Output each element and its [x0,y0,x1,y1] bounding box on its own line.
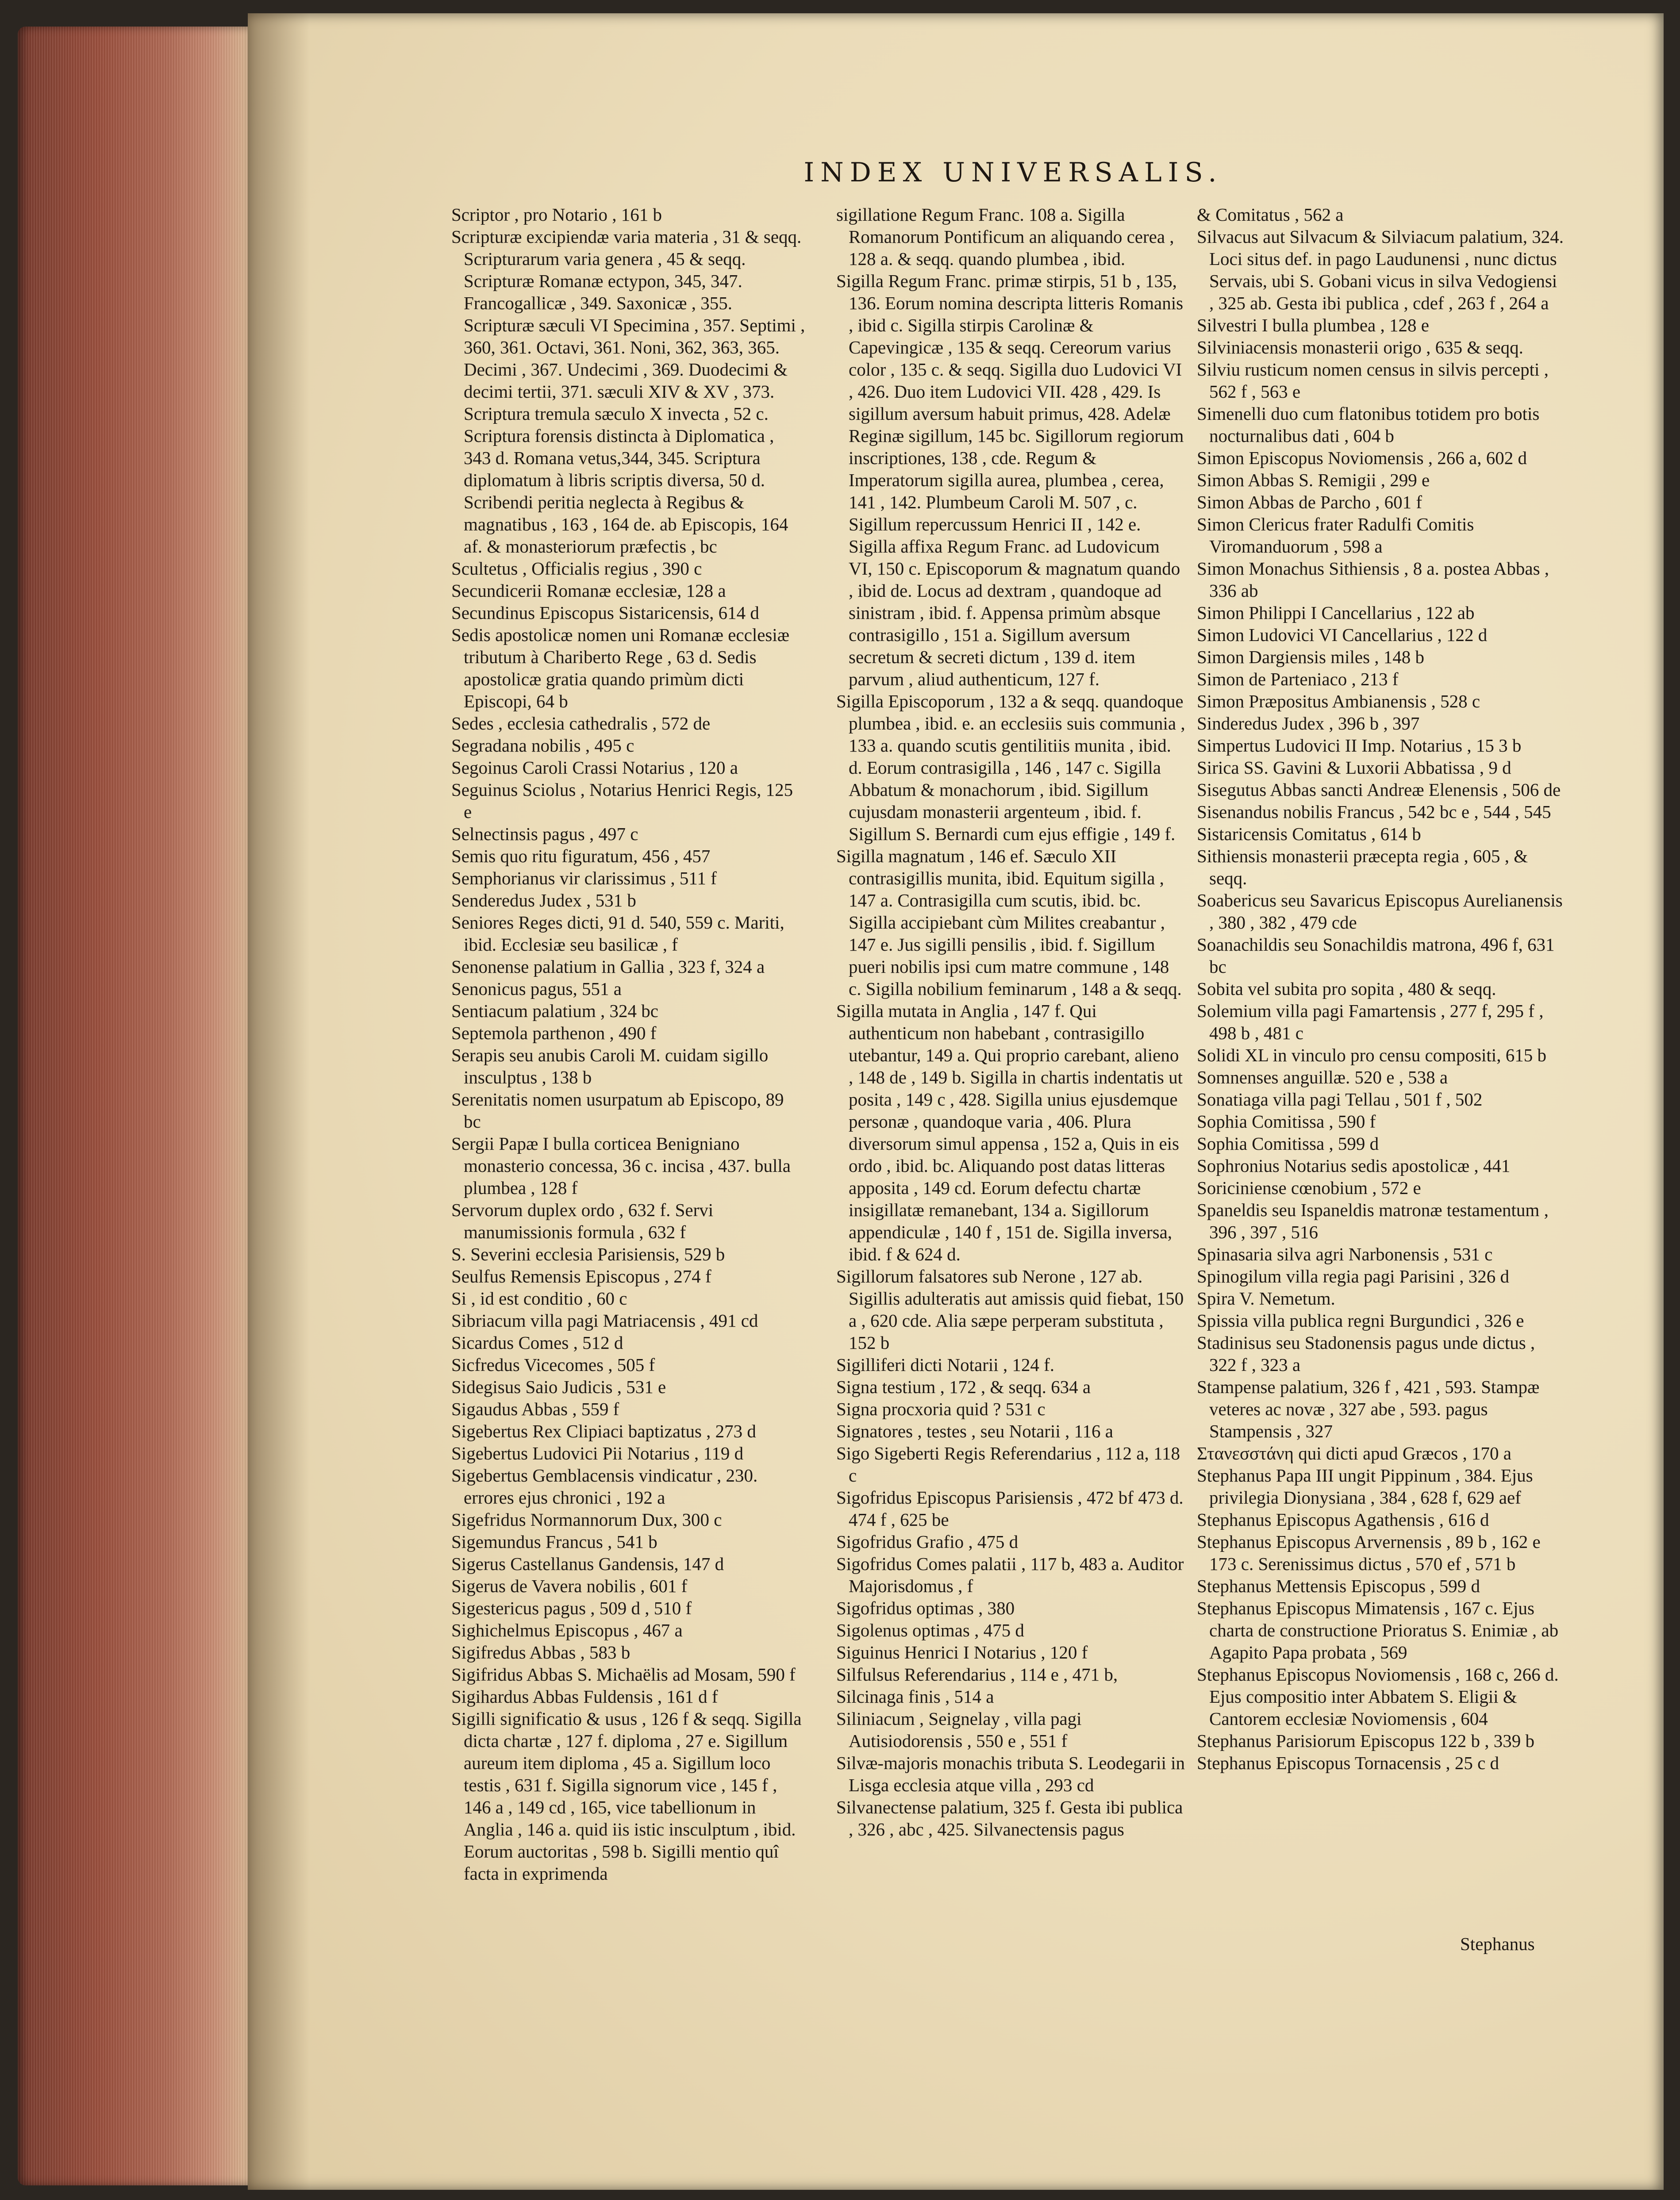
index-entry: Sigilla mutata in Anglia , 147 f. Qui authenticum non habebant , contrasigillo utebantur, 149 a. Qui proprio carebant, alieno , 148 de , 149 b. Sigilla in chartis indentatis ut posita , 149 c , 428. Sigilla unius ejusdemque personæ , quandoque varia , 406. Plura diversorum simul appensa , 152 a, Quis in eis ordo , ibid. bc. Aliquando post datas litteras apposita , 149 cd. Eorum defectu chartæ insigillatæ remanebant, 134 a. Sigillorum appendiculæ , 140 f , 151 de. Sigilla inversa, ibid. f & 624 d. [836,1001,1183,1264]
index-entry: Soabericus seu Savaricus Episcopus Aurelianensis , 380 , 382 , 479 cde [1197,890,1563,933]
index-entry: Signa testium , 172 , & seqq. 634 a [836,1377,1091,1397]
index-entry: Spira V. Nemetum. [1197,1288,1335,1309]
index-column-left [451,203,805,1885]
index-entry: Sicardus Comes , 512 d [451,1332,623,1353]
index-entry: Sigebertus Gemblacensis vindicatur , 230. errores ejus chronici , 192 a [451,1465,758,1508]
index-entry: Silviu rusticum nomen census in silvis percepti , 562 f , 563 e [1197,359,1549,402]
index-entry: Silvanectense palatium, 325 f. Gesta ibi publica , 326 , abc , 425. Silvanectensis pagus [836,1797,1183,1839]
index-entry: Sedes , ecclesia cathedralis , 572 de [451,713,711,733]
index-entry: Sigilliferi dicti Notarii , 124 f. [836,1355,1055,1375]
index-entry-list [836,203,1186,1840]
index-entry: Sigillorum falsatores sub Nerone , 127 ab. Sigillis adulteratis aut amissis quid fiebat, 150 a , 620 cde. Alia sæpe perperam substituta , 152 b [836,1266,1184,1353]
index-entry: Sigerus Castellanus Gandensis, 147 d [451,1554,724,1574]
index-entry: Simpertus Ludovici II Imp. Notarius , 15 3 b [1197,735,1522,756]
index-entry: Sigilla Episcoporum , 132 a & seqq. quandoque plumbea , ibid. e. an ecclesiis suis communia , 133 a. quando scutis gentilitiis munita , ibid. d. Eorum contrasigilla , 146 , 147 c. Sigilla Abbatum & monachorum , ibid. Sigillum cujusdam monasterii argenteum , ibid. f. Sigillum S. Bernardi cum ejus effigie , 149 f. [836,691,1185,844]
index-entry: Sibriacum villa pagi Matriacensis , 491 cd [451,1310,758,1331]
index-entry: Sidegisus Saio Judicis , 531 e [451,1377,666,1397]
index-entry: sigillatione Regum Franc. 108 a. Sigilla Romanorum Pontificum an aliquando cerea , 128 a. & seqq. quando plumbea , ibid. [836,204,1174,269]
index-entry: Sophia Comitissa , 590 f [1197,1111,1376,1132]
index-entry: Sithiensis monasterii præcepta regia , 605 , & seqq. [1197,846,1528,888]
index-entry: Sigifredus Abbas , 583 b [451,1642,630,1662]
index-entry: Semphorianus vir clarissimus , 511 f [451,868,717,888]
index-entry: Solemium villa pagi Famartensis , 277 f, 295 f , 498 b , 481 c [1197,1001,1544,1043]
index-entry: Signa procxoria quid ? 531 c [836,1399,1046,1419]
index-entry: Septemola parthenon , 490 f [451,1023,657,1043]
index-entry: Sigebertus Rex Clipiaci baptizatus , 273 d [451,1421,756,1441]
index-entry: Simon Dargiensis miles , 148 b [1197,647,1425,667]
index-entry: Stephanus Episcopus Mimatensis , 167 c. Ejus charta de constructione Prioratus S. Enimiæ , ab Agapito Papa probata , 569 [1197,1598,1559,1662]
index-entry: Silvacus aut Silvacum & Silviacum palatium, 324. Loci situs def. in pago Laudunensi , nunc dictus Servais, ubi S. Gobani vicus in silva Vedogiensi , 325 ab. Gesta ibi publica , cdef , 263 f , 264 a [1197,227,1564,313]
index-entry: Sigebertus Ludovici Pii Notarius , 119 d [451,1443,744,1463]
index-entry: Senonense palatium in Gallia , 323 f, 324 a [451,956,765,977]
index-entry: Simon Ludovici VI Cancellarius , 122 d [1197,625,1488,645]
index-entry: Spinasaria silva agri Narbonensis , 531 c [1197,1244,1493,1264]
index-entry: Spaneldis seu Ispaneldis matronæ testamentum , 396 , 397 , 516 [1197,1200,1549,1242]
index-entry: Spissia villa publica regni Burgundici , 326 e [1197,1310,1524,1331]
index-entry: Silvæ-majoris monachis tributa S. Leodegarii in Lisga ecclesia atque villa , 293 cd [836,1753,1185,1795]
index-entry: Serapis seu anubis Caroli M. cuidam sigillo insculptus , 138 b [451,1045,769,1087]
index-entry: Sigefridus Normannorum Dux, 300 c [451,1509,722,1530]
index-entry: Sigo Sigeberti Regis Referendarius , 112 a, 118 c [836,1443,1180,1486]
index-entry: Stephanus Mettensis Episcopus , 599 d [1197,1576,1480,1596]
index-entry: Stephanus Papa III ungit Pippinum , 384. Ejus privilegia Dionysiana , 384 , 628 f, 629 aef [1197,1465,1533,1508]
index-entry: Silvestri I bulla plumbea , 128 e [1197,315,1429,335]
index-entry: Siliniacum , Seignelay , villa pagi Autisiodorensis , 550 e , 551 f [836,1709,1082,1751]
index-entry: Sigofridus Comes palatii , 117 b, 483 a. Auditor Majorisdomus , f [836,1554,1184,1596]
index-entry: Sigofridus Episcopus Parisiensis , 472 bf 473 d. 474 f , 625 be [836,1487,1184,1530]
index-entry: Siguinus Henrici I Notarius , 120 f [836,1642,1088,1662]
index-entry: Simon Philippi I Cancellarius , 122 ab [1197,603,1475,623]
book-page-edge [18,27,248,2185]
running-head: INDEX UNIVERSALIS. [803,157,1223,188]
index-entry: Seniores Reges dicti, 91 d. 540, 559 c. Mariti, ibid. Ecclesiæ seu basilicæ , f [451,912,784,955]
index-entry: Soanachildis seu Sonachildis matrona, 496 f, 631 bc [1197,934,1555,977]
index-entry: Sigilli significatio & usus , 126 f & seqq. Sigilla dicta chartæ , 127 f. diploma , 27 e. Sigillum aureum item diploma , 45 a. Sigillum loco testis , 631 f. Sigilla signorum vice , 145 f , 146 a , 149 cd , 165, vice tabellionum in Anglia , 146 a. quid iis istic insculptum , ibid. Eorum auctoritas , 598 b. Sigilli mentio quî facta in exprimenda [451,1709,802,1884]
index-entry: Stadinisus seu Stadonensis pagus unde dictus , 322 f , 323 a [1197,1332,1535,1375]
index-entry: & Comitatus , 562 a [1197,204,1344,225]
index-entry: Sisegutus Abbas sancti Andreæ Elenensis , 506 de [1197,779,1561,800]
index-entry: Sigifridus Abbas S. Michaëlis ad Mosam, 590 f [451,1664,796,1685]
index-entry: Sonatiaga villa pagi Tellau , 501 f , 502 [1197,1089,1483,1110]
index-column-middle [836,203,1186,1840]
index-entry: Semis quo ritu figuratum, 456 , 457 [451,846,711,866]
index-entry-list [451,203,805,1885]
index-entry: Sigaudus Abbas , 559 f [451,1399,619,1419]
index-entry: Sentiacum palatium , 324 bc [451,1001,658,1021]
index-entry: Sergii Papæ I bulla corticea Benigniano monasterio concessa, 36 c. incisa , 437. bulla plumbea , 128 f [451,1133,791,1198]
index-entry: Senderedus Judex , 531 b [451,890,636,910]
index-entry: Serenitatis nomen usurpatum ab Episcopo, 89 bc [451,1089,784,1132]
index-entry: Segradana nobilis , 495 c [451,735,634,756]
index-entry: Simon Monachus Sithiensis , 8 a. postea Abbas , 336 ab [1197,558,1549,601]
index-entry: Selnectinsis pagus , 497 c [451,824,638,844]
index-entry-list [1197,203,1564,1774]
index-entry: Spinogilum villa regia pagi Parisini , 326 d [1197,1266,1510,1286]
index-entry: Sigestericus pagus , 509 d , 510 f [451,1598,692,1618]
index-entry: Sistaricensis Comitatus , 614 b [1197,824,1421,844]
index-entry: Sigihardus Abbas Fuldensis , 161 d f [451,1686,718,1707]
index-entry: Στανεσστάνη qui dicti apud Græcos , 170 a [1197,1443,1511,1463]
index-entry: Senonicus pagus, 551 a [451,979,622,999]
index-entry: Sirica SS. Gavini & Luxorii Abbatissa , 9 d [1197,757,1511,778]
index-entry: Simon Abbas S. Remigii , 299 e [1197,470,1430,490]
index-entry: Sigofridus Grafio , 475 d [836,1532,1019,1552]
index-entry: Stampense palatium, 326 f , 421 , 593. Stampæ veteres ac novæ , 327 abe , 593. pagus Stampensis , 327 [1197,1377,1540,1441]
index-entry: Simon Abbas de Parcho , 601 f [1197,492,1422,512]
index-entry: Simon de Parteniaco , 213 f [1197,669,1399,689]
index-entry: Sigemundus Francus , 541 b [451,1532,657,1552]
index-entry: Sisenandus nobilis Francus , 542 bc e , 544 , 545 [1197,802,1551,822]
index-entry: Scripturæ excipiendæ varia materia , 31 & seqq. Scripturarum varia genera , 45 & seqq. Scripturæ Romanæ ectypon, 345, 347. Francogallicæ , 349. Saxonicæ , 355. Scripturæ sæculi VI Specimina , 357. Septimi , 360, 361. Octavi, 361. Noni, 362, 363, 365. Decimi , 367. Undecimi , 369. Duodecimi & decimi tertii, 371. sæculi XIV & XV , 373. Scriptura tremula sæculo X invecta , 52 c. Scriptura forensis distincta à Diplomatica , 343 d. Romana vetus,344, 345. Scriptura diplomatum à libris scriptis diversa, 50 d. Scribendi peritia neglecta à Regibus & magnatibus , 163 , 164 de. ab Episcopis, 164 af. & monasteriorum præfectis , bc [451,227,805,557]
index-entry: Sobita vel subita pro sopita , 480 & seqq. [1197,979,1496,999]
index-entry: Simon Episcopus Noviomensis , 266 a, 602 d [1197,448,1527,468]
index-entry: Simon Præpositus Ambianensis , 528 c [1197,691,1480,711]
index-entry: Sigofridus optimas , 380 [836,1598,1015,1618]
index-entry: Sinderedus Judex , 396 b , 397 [1197,713,1420,733]
index-entry: Stephanus Episcopus Agathensis , 616 d [1197,1509,1489,1530]
index-entry: Signatores , testes , seu Notarii , 116 a [836,1421,1113,1441]
index-entry: Seguinus Sciolus , Notarius Henrici Regis, 125 e [451,779,793,822]
index-entry: Stephanus Parisiorum Episcopus 122 b , 339 b [1197,1731,1535,1751]
index-entry: S. Severini ecclesia Parisiensis, 529 b [451,1244,725,1264]
index-entry: Somnenses anguillæ. 520 e , 538 a [1197,1067,1448,1087]
index-entry: Sighichelmus Episcopus , 467 a [451,1620,683,1640]
index-entry: Stephanus Episcopus Tornacensis , 25 c d [1197,1753,1499,1773]
index-entry: Scriptor , pro Notario , 161 b [451,204,662,225]
index-entry: Secundicerii Romanæ ecclesiæ, 128 a [451,580,726,601]
index-entry: Sicfredus Vicecomes , 505 f [451,1355,655,1375]
catchword: Stephanus [1460,1934,1535,1954]
index-entry: Sophia Comitissa , 599 d [1197,1133,1379,1154]
index-entry: Silviniacensis monasterii origo , 635 & seqq. [1197,337,1523,357]
index-entry: Silcinaga finis , 514 a [836,1686,994,1707]
index-entry: Segoinus Caroli Crassi Notarius , 120 a [451,757,738,778]
index-entry: Sigilla magnatum , 146 ef. Sæculo XII contrasigillis munita, ibid. Equitum sigilla , 147 a. Contrasigilla cum scutis, ibid. bc. Sigilla accipiebant cùm Milites creabantur , 147 e. Jus sigilli pensilis , ibid. f. Sigillum pueri nobilis ipsi cum matre commune , 148 c. Sigilla nobilium feminarum , 148 a & seqq. [836,846,1182,999]
index-entry: Sigerus de Vavera nobilis , 601 f [451,1576,688,1596]
index-entry: Servorum duplex ordo , 632 f. Servi manumissionis formula , 632 f [451,1200,714,1242]
index-column-right [1197,203,1564,1774]
index-entry: Silfulsus Referendarius , 114 e , 471 b, [836,1664,1118,1685]
index-entry: Simenelli duo cum flatonibus totidem pro botis nocturnalibus dati , 604 b [1197,403,1540,446]
index-entry: Seulfus Remensis Episcopus , 274 f [451,1266,711,1286]
index-entry: Sophronius Notarius sedis apostolicæ , 441 [1197,1156,1511,1176]
index-entry: Sigolenus optimas , 475 d [836,1620,1024,1640]
index-entry: Si , id est conditio , 60 c [451,1288,627,1309]
index-entry: Stephanus Episcopus Arvernensis , 89 b , 162 e 173 c. Serenissimus dictus , 570 ef , 571 b [1197,1532,1541,1574]
index-entry: Sigilla Regum Franc. primæ stirpis, 51 b , 135, 136. Eorum nomina descripta litteris Romanis , ibid c. Sigilla stirpis Carolinæ & Capevingicæ , 135 & seqq. Cereorum varius color , 135 c. & seqq. Sigilla duo Ludovici VI , 426. Duo item Ludovici VII. 428 , 429. Is sigillum aversum habuit primus, 428. Adelæ Reginæ sigillum, 145 bc. Sigillorum regiorum inscriptiones, 138 , cde. Regum & Imperatorum sigilla aurea, plumbea , cerea, 141 , 142. Plumbeum Caroli M. 507 , c. Sigillum repercussum Henrici II , 142 e. Sigilla affixa Regum Franc. ad Ludovicum VI, 150 c. Episcoporum & magnatum quando , ibid de. Locus ad dextram , quandoque ad sinistram , ibid. f. Appensa primùm absque contrasigillo , 151 a. Sigillum aversum secretum & secreti dictum , 139 d. item parvum , aliud authenticum, 127 f. [836,271,1184,689]
index-entry: Simon Clericus frater Radulfi Comitis Viromanduorum , 598 a [1197,514,1474,557]
index-entry: Scultetus , Officialis regius , 390 c [451,558,702,579]
index-entry: Stephanus Episcopus Noviomensis , 168 c, 266 d. Ejus compositio inter Abbatem S. Eligii & Cantorem ecclesiæ Noviomensis , 604 [1197,1664,1559,1729]
index-entry: Soriciniense cœnobium , 572 e [1197,1178,1421,1198]
index-entry: Sedis apostolicæ nomen uni Romanæ ecclesiæ tributum à Chariberto Rege , 63 d. Sedis apostolicæ gratia quando primùm dicti Episcopi, 64 b [451,625,790,711]
index-entry: Solidi XL in vinculo pro censu compositi, 615 b [1197,1045,1546,1065]
index-entry: Secundinus Episcopus Sistaricensis, 614 d [451,603,759,623]
